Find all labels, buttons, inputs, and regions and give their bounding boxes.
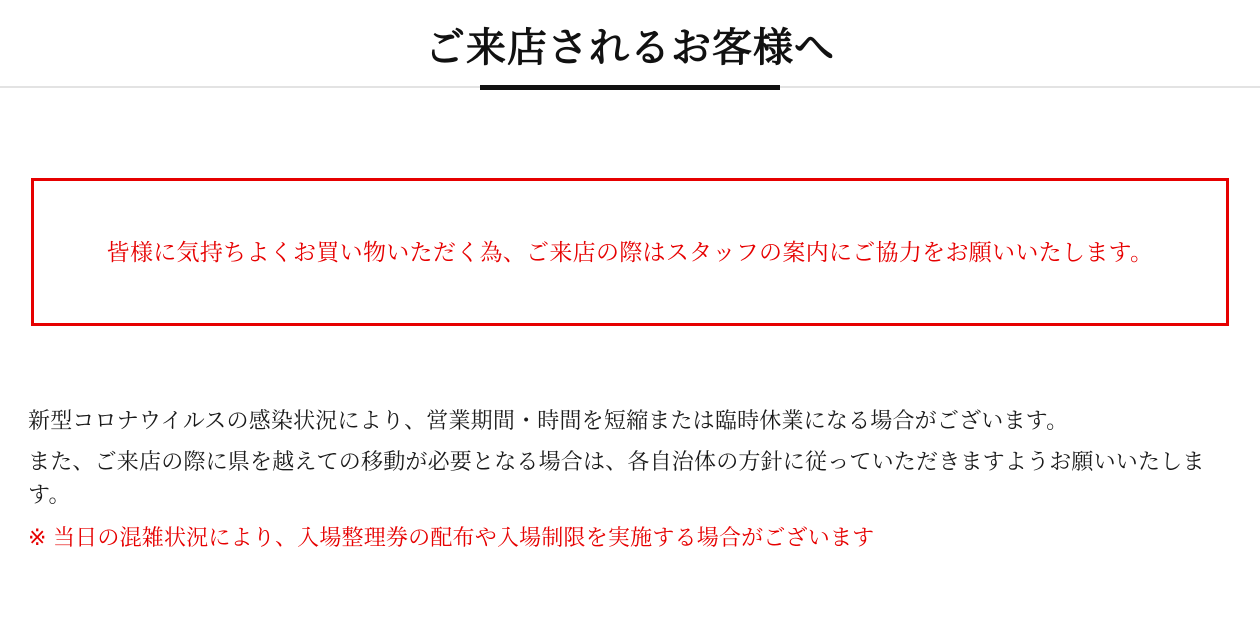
page-title: ご来店されるお客様へ — [425, 26, 835, 70]
title-underline — [480, 85, 780, 90]
body-note: ※ 当日の混雑状況により、入場整理券の配布や入場制限を実施する場合がございます — [28, 525, 875, 550]
notice-text: 皆様に気持ちよくお買い物いただく為、ご来店の際はスタッフの案内にご協力をお願いいたします。 — [106, 238, 1154, 265]
body-content — [28, 404, 1233, 554]
body-paragraph-1: 新型コロナウイルスの感染状況により、営業期間・時間を短縮または臨時休業になる場合がございます。 — [28, 408, 1069, 433]
body-paragraph-2: また、ご来店の際に県を越えての移動が必要となる場合は、各自治体の方針に従っていただきますようお願いいたします。 — [28, 449, 1205, 507]
page-header — [0, 0, 1260, 74]
notice-box — [31, 178, 1229, 326]
